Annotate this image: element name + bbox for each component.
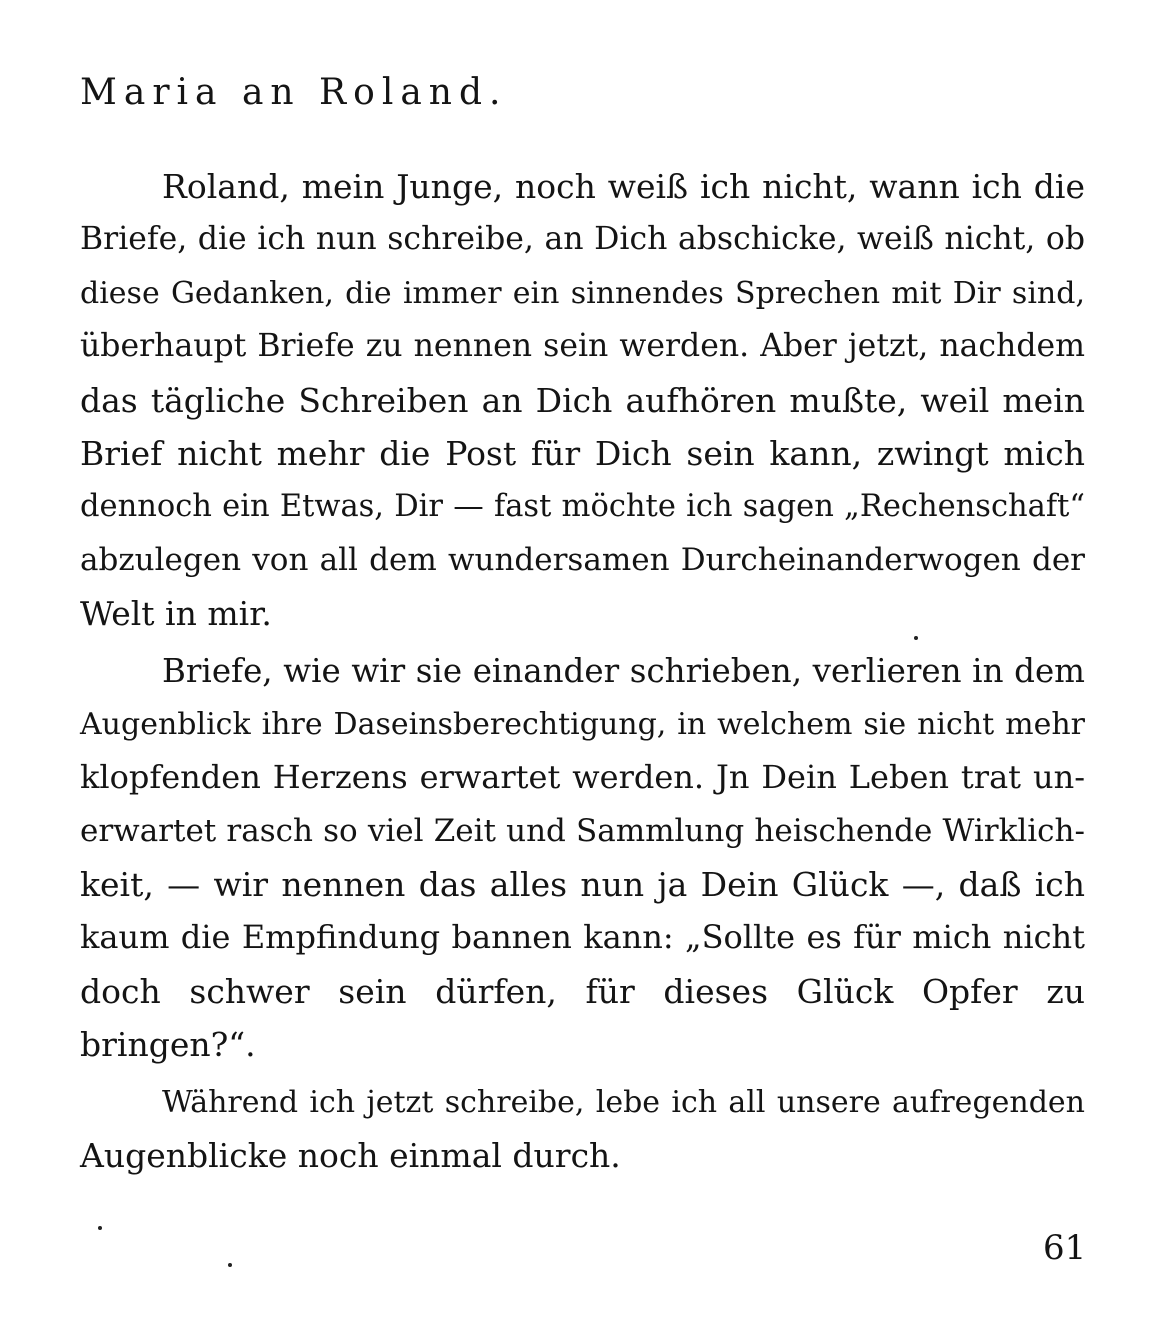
text-line: Briefe, die ich nun schreibe, an Dich abschicke, weiß nicht, ob (80, 221, 1085, 258)
print-speck (98, 1226, 102, 1230)
text-line: keit, — wir nennen das alles nun ja Dein Glück —, daß ich (80, 865, 1085, 905)
text-line: Briefe, wie wir sie einander schrieben, verlieren in dem (162, 651, 1085, 690)
paragraph-1 (80, 160, 1085, 641)
text-line: das tägliche Schreiben an Dich aufhören mußte, weil mein (80, 380, 1085, 420)
print-speck (914, 636, 918, 640)
text-line: Während ich jetzt schreibe, lebe ich all unsere aufregenden (162, 1084, 1085, 1120)
text-line: Brief nicht mehr die Post für Dich sein kann, zwingt mich (80, 433, 1085, 473)
paragraph-3 (80, 1076, 1085, 1183)
text-line: dennoch ein Etwas, Dir — fast möchte ich sagen „Rechenschaft“ (80, 489, 1085, 525)
text-line: Roland, mein Junge, noch weiß ich nicht, wann ich die (162, 167, 1085, 206)
text-line: bringen?“. (80, 1025, 256, 1065)
text-line: Augenblick ihre Daseinsberechtigung, in welchem sie nicht mehr (80, 706, 1085, 742)
paragraph-2 (80, 645, 1085, 1072)
text-line: diese Gedanken, die immer ein sinnendes Sprechen mit Dir sind, (80, 275, 1085, 311)
text-line: doch schwer sein dürfen, für dieses Glück Opfer zu (80, 971, 1085, 1011)
letter-body (80, 160, 1085, 1182)
text-line: klopfenden Herzens erwartet werden. Jn Dein Leben trat un- (80, 758, 1085, 797)
letter-heading: Maria an Roland. (80, 72, 508, 113)
text-line: überhaupt Briefe zu nennen sein werden. Aber jetzt, nachdem (80, 328, 1085, 365)
text-line: abzulegen von all dem wundersamen Durcheinanderwogen der (80, 541, 1085, 578)
text-line: Augenblicke noch einmal durch. (80, 1136, 621, 1176)
text-line: kaum die Empfindung bannen kann: „Sollte es für mich nicht (80, 918, 1085, 957)
text-line: Welt in mir. (80, 594, 272, 634)
text-line: erwartet rasch so viel Zeit und Sammlung heischende Wirklich- (80, 812, 1085, 849)
print-speck (228, 1263, 232, 1267)
page-number: 61 (1043, 1228, 1087, 1268)
